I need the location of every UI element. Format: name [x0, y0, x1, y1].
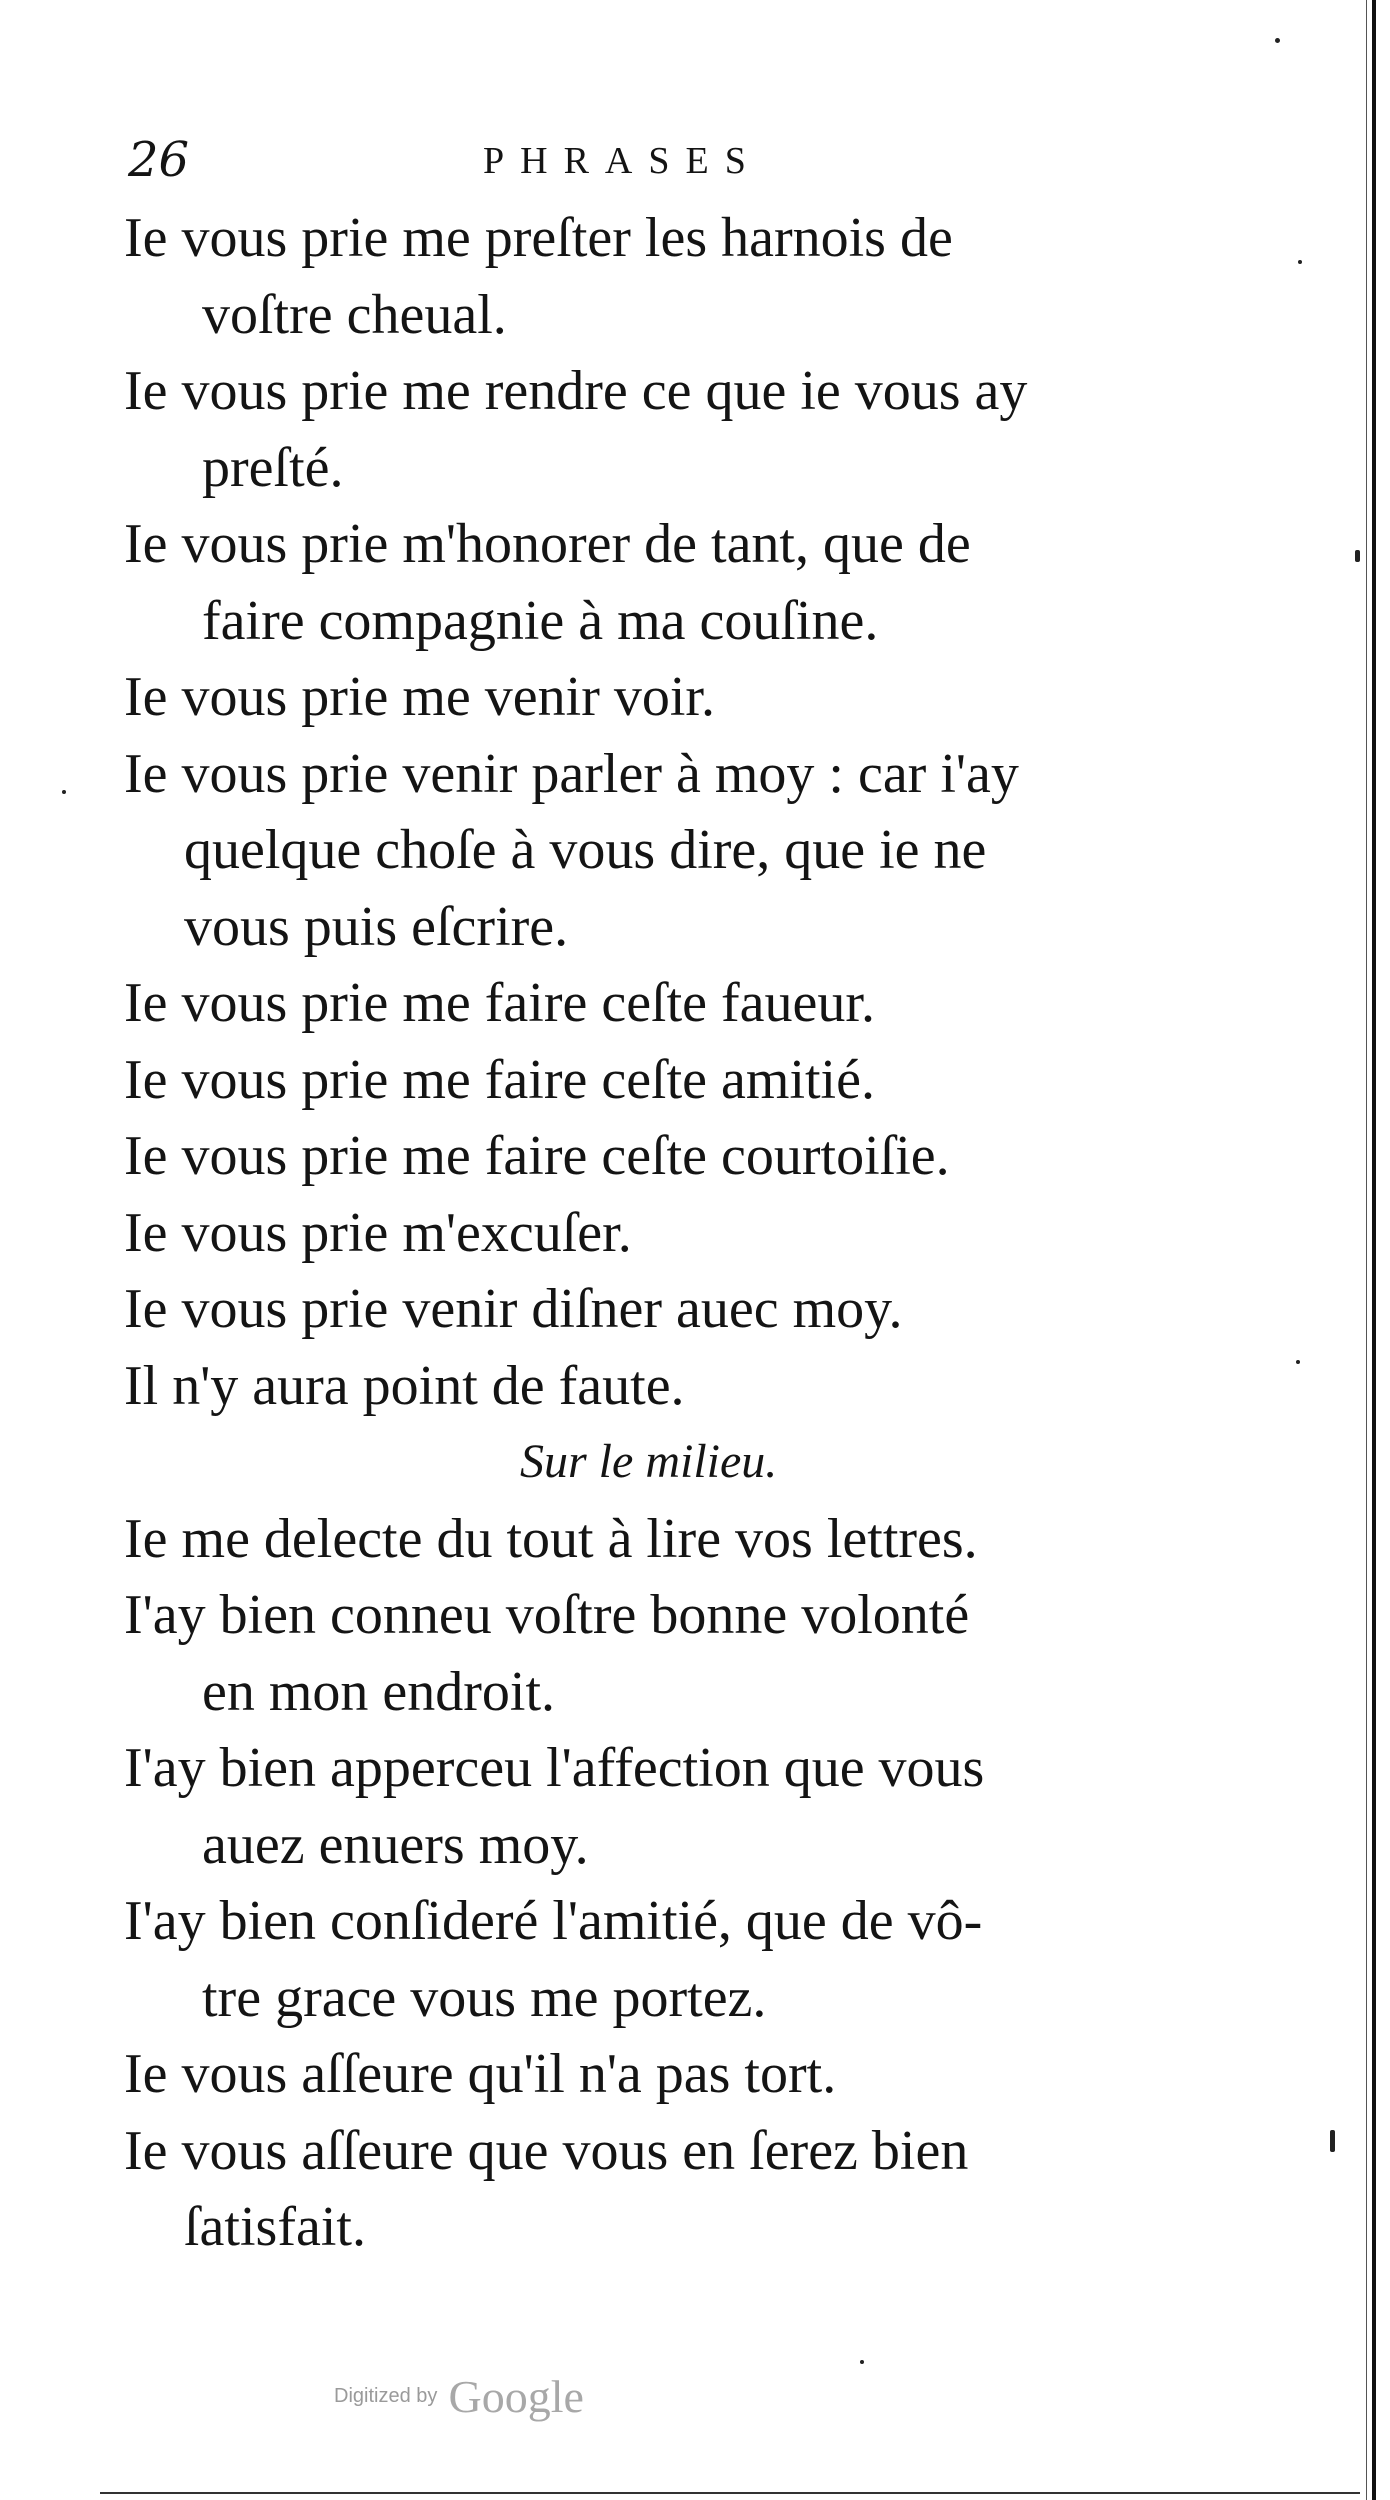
phrase-entry — [124, 506, 1254, 659]
phrase-line: Ie vous aſſeure que vous en ſerez bien — [124, 2119, 969, 2182]
scan-speck — [1298, 260, 1302, 264]
phrase-line-continued: faire compagnie à ma couſine. — [202, 589, 879, 652]
phrase-entry — [124, 1118, 1254, 1195]
bottom-edge-line — [100, 2492, 1360, 2494]
phrase-line: Ie vous prie me venir voir. — [124, 666, 715, 728]
phrase-entry — [124, 1195, 1254, 1272]
phrase-entry — [124, 1271, 1254, 1348]
phrase-entry — [124, 1042, 1254, 1119]
phrase-line: Ie vous prie me rendre ce que ie vous ay — [124, 360, 1028, 422]
phrase-line: Ie vous prie me faire ceſte faueur. — [124, 972, 875, 1034]
phrase-line-continued: ſatisfait. — [184, 2196, 366, 2258]
phrase-line: Ie vous prie venir parler à moy : car i'ay — [124, 742, 1019, 805]
phrase-line-continued: en mon endroit. — [202, 1660, 556, 1723]
phrase-line: I'ay bien apperceu l'affection que vous — [124, 1737, 985, 1799]
phrase-line: Ie vous prie m'honorer de tant, que de — [124, 513, 971, 575]
phrase-line: Ie me delecte du tout à lire vos lettres. — [124, 1507, 978, 1570]
phrase-line: Ie vous prie me preſter les harnois de — [124, 207, 953, 269]
phrase-line: I'ay bien conneu voſtre bonne volonté — [124, 1584, 970, 1646]
page-number: 26 — [128, 132, 190, 188]
phrase-entry — [124, 1577, 1254, 1730]
section-heading: Sur le milieu. — [520, 1435, 778, 1488]
phrase-entry — [124, 736, 1254, 966]
phrase-entry — [124, 353, 1254, 506]
scan-speck — [1355, 550, 1360, 562]
scan-speck — [1296, 1360, 1300, 1364]
page-edge-shadow — [1366, 0, 1367, 2500]
phrase-line-continued: vous puis eſcrire. — [184, 895, 569, 958]
phrase-line-continued: auez enuers moy. — [202, 1813, 589, 1876]
digitization-footer — [334, 2370, 584, 2430]
phrase-entry — [124, 200, 1254, 353]
phrase-entry — [124, 1348, 1254, 1425]
phrase-entry — [124, 659, 1254, 736]
page-header — [128, 130, 1228, 190]
scan-speck — [860, 2360, 864, 2364]
running-title: PHRASES — [483, 140, 762, 182]
phrase-entry — [124, 1883, 1254, 2036]
phrase-line-continued: preſté. — [202, 436, 344, 499]
phrase-entry — [124, 965, 1254, 1042]
scan-speck — [1330, 2130, 1335, 2152]
digitized-by-label: Digitized by — [334, 2385, 438, 2407]
scan-speck — [62, 790, 66, 794]
page-edge-border — [1372, 0, 1376, 2500]
phrase-entry — [124, 2036, 1254, 2113]
phrase-entry — [124, 1501, 1254, 1578]
google-wordmark: Google — [448, 2371, 584, 2422]
phrase-line-continued: tre grace vous me portez. — [202, 1966, 767, 2029]
phrase-line: Ie vous prie me faire ceſte amitié. — [124, 1048, 875, 1111]
phrase-line: Ie vous prie me faire ceſte courtoiſie. — [124, 1125, 950, 1187]
phrase-line: Il n'y aura point de faute. — [124, 1354, 685, 1417]
phrase-entry — [124, 1730, 1254, 1883]
text-block — [124, 200, 1254, 2266]
phrase-line-continued: voſtre cheual. — [202, 283, 507, 346]
phrase-line: I'ay bien conſideré l'amitié, que de vô- — [124, 1890, 983, 1952]
phrase-line: Ie vous aſſeure qu'il n'a pas tort. — [124, 2043, 837, 2105]
phrase-entry — [124, 2113, 1254, 2266]
phrase-line: Ie vous prie venir diſner auec moy. — [124, 1278, 903, 1340]
phrase-line: Ie vous prie m'excuſer. — [124, 1201, 632, 1264]
phrase-line-continued: quelque choſe à vous dire, que ie ne — [184, 819, 987, 881]
scan-speck — [1275, 38, 1280, 43]
